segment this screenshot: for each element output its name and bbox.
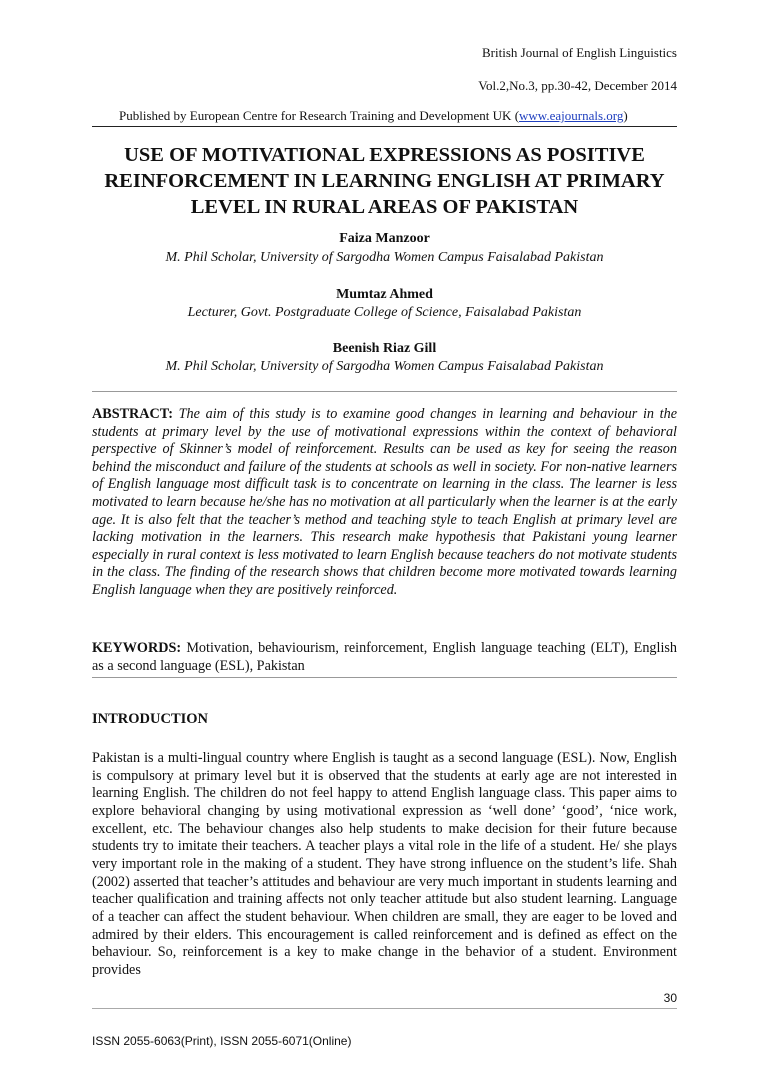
abstract-label: ABSTRACT: bbox=[92, 406, 173, 422]
author-name-2: Mumtaz Ahmed bbox=[336, 287, 433, 302]
footer-rule bbox=[92, 1008, 677, 1009]
author-affiliation-3: M. Phil Scholar, University of Sargodha Women Campus Faisalabad Pakistan bbox=[165, 359, 604, 374]
author-name-3: Beenish Riaz Gill bbox=[332, 341, 437, 356]
keywords-label: KEYWORDS: bbox=[92, 640, 182, 656]
author-name-1: Faiza Manzoor bbox=[339, 231, 430, 246]
paper-title: USE OF MOTIVATIONAL EXPRESSIONS AS POSITIVE REINFORCEMENT IN LEARNING ENGLISH AT PRIMARY LEVEL IN RURAL AREAS OF PAKISTAN bbox=[104, 144, 665, 218]
keywords-text: Motivation, behaviourism, reinforcement, English language teaching (ELT), English as a second language (ESL), Pakistan bbox=[92, 640, 678, 674]
page-number: 30 bbox=[663, 991, 677, 1005]
publisher-text bbox=[119, 108, 628, 124]
issn-footer: ISSN 2055-6063(Print), ISSN 2055-6071(Online) bbox=[92, 1034, 352, 1048]
publisher-label: Published by European Centre for Research Training and Development UK ( bbox=[119, 108, 520, 123]
author-affiliation-2: Lecturer, Govt. Postgraduate College of Science, Faisalabad Pakistan bbox=[187, 305, 582, 320]
section-heading-introduction: INTRODUCTION bbox=[92, 711, 209, 727]
volume-info: Vol.2,No.3, pp.30-42, December 2014 bbox=[478, 78, 677, 93]
publisher-close: ) bbox=[623, 108, 628, 123]
journal-name: British Journal of English Linguistics bbox=[482, 45, 677, 60]
introduction-paragraph: Pakistan is a multi-lingual country where English is taught as a second language (ESL). Now, English is compulsory at primary level but it is observed that the students at early age are not interested in learning English. The children do not feel happy to attend English language class. This paper aims to explore behavioral changing by using motivational expression as ‘well done’ ‘good’, ‘nice work, excellent, etc. The behaviour changes also help students to make decision for their future because students try to imitate their teachers. A teacher plays a vital role in the life of a student. He/ she plays very important role in the making of a student. They have strong influence on the student’s life. Shah (2002) asserted that teacher’s attitudes and behaviour are very much important in students learning and teacher qualification and training affects not only teacher attitude but also student learning. Language of a teacher can affect the student behaviour. When children are small, they are eager to be loved and admired by their elders. This encouragement is called reinforcement and is defined as effect on the behaviour. So, reinforcement is a key to make change in the behavior of a student. Environment provides bbox=[92, 750, 677, 978]
journal-url-link[interactable]: www.eajournals.org bbox=[519, 108, 624, 123]
author-affiliation-1: M. Phil Scholar, University of Sargodha Women Campus Faisalabad Pakistan bbox=[165, 250, 604, 265]
keywords-divider bbox=[92, 677, 677, 678]
header-rule bbox=[92, 126, 677, 127]
publisher-line bbox=[92, 108, 677, 128]
abstract-text: The aim of this study is to examine good changes in learning and behaviour in the students at primary level by the use of motivational expressions within the context of behavioral perspective of Skinner’s model of reinforcement. Results can be used as key for seeing the reason behind the misconduct and failure of the students at schools as well in society. For non-native learners of English language most difficult task is to concentrate on learning in the class. The learner is less motivated to learn because he/she has no motivation at all particularly when the learner is at the early age. It is also felt that the teacher’s method and teaching style to teach English at primary level are lacking motivation in the learners. This research make hypothesis that Pakistani young learner especially in rural context is less motivated to learn English because teachers do not motivate students in the class. The finding of the research shows that children become more motivated towards learning English language when they are positively reinforced. bbox=[92, 406, 678, 598]
authors-divider bbox=[92, 391, 677, 392]
abstract bbox=[92, 406, 677, 600]
keywords bbox=[92, 640, 677, 675]
